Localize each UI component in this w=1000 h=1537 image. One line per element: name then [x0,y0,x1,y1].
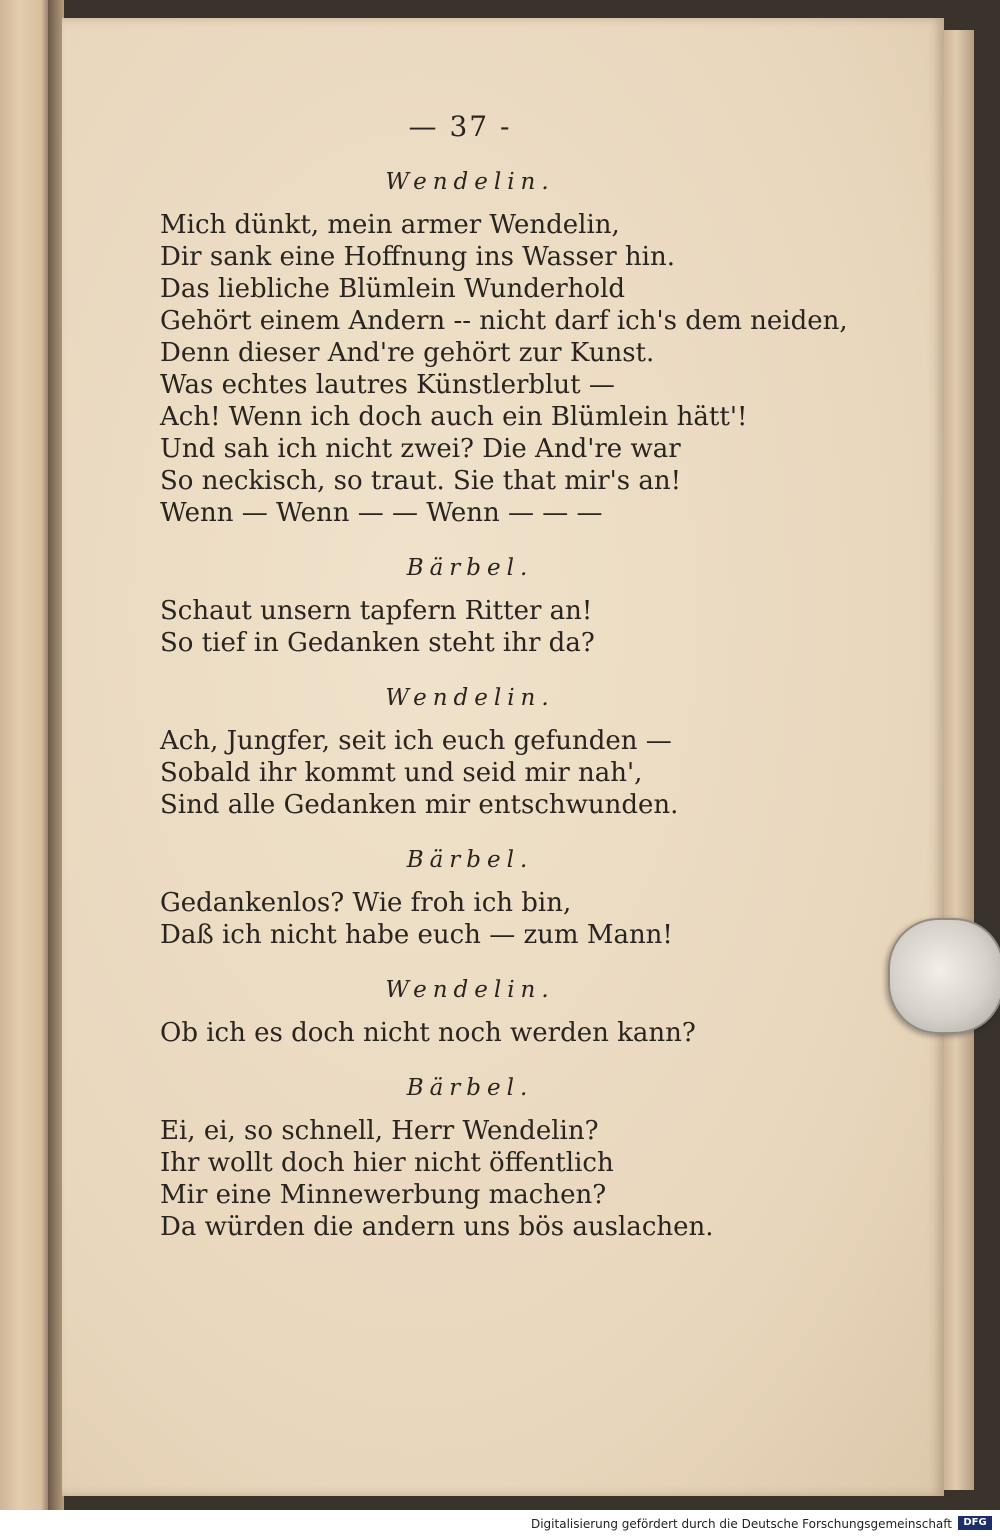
verse-line: Da würden die andern uns bös auslachen. [160,1212,714,1242]
verse-line: Gedankenlos? Wie froh ich bin, [160,888,572,918]
verse-line: Sind alle Gedanken mir entschwunden. [160,790,679,820]
speaker-name: Wendelin. [385,977,555,1003]
verse-line: Wenn — Wenn — — Wenn — — — [160,498,603,528]
page-number: — 37 - [408,110,512,143]
verse-line: Dir sank eine Hoffnung ins Wasser hin. [160,242,675,272]
speaker-name: Bärbel. [406,1075,534,1101]
speaker-name: Bärbel. [406,847,534,873]
verse-line: Was echtes lautres Künstlerblut — [160,370,615,400]
page-stack-edge [944,30,974,1490]
verse-line: Daß ich nicht habe euch — zum Mann! [160,920,673,950]
verse-line: Ach, Jungfer, seit ich euch gefunden — [160,726,672,756]
verse-line: Das liebliche Blümlein Wunderhold [160,274,626,304]
left-page-edge [0,0,48,1510]
speaker-name: Wendelin. [385,169,555,195]
verse-line: Sobald ihr kommt und seid mir nah', [160,758,643,788]
dialogue-sections [160,169,848,1243]
speaker-name: Wendelin. [385,685,555,711]
page-text [160,110,848,1243]
verse-line: Mich dünkt, mein armer Wendelin, [160,210,620,240]
page-holder-clip [888,918,1000,1034]
verse-line: Mir eine Minnewerbung machen? [160,1180,607,1210]
verse-line: Denn dieser And're gehört zur Kunst. [160,338,655,368]
verse-line: Ach! Wenn ich doch auch ein Blümlein hätt'! [160,402,748,432]
verse-line: Gehört einem Andern -- nicht darf ich's dem neiden, [160,306,848,336]
verse-line: So neckisch, so traut. Sie that mir's an! [160,466,682,496]
footer-credit: Digitalisierung gefördert durch die Deutsche Forschungsgemeinschaft [530,1517,952,1531]
verse-line: Schaut unsern tapfern Ritter an! [160,596,593,626]
footer-bar [0,1510,1000,1537]
verse-line: Ob ich es doch nicht noch werden kann? [160,1018,696,1048]
verse-line: Ihr wollt doch hier nicht öffentlich [160,1148,614,1178]
verse-line: Ei, ei, so schnell, Herr Wendelin? [160,1116,599,1146]
dfg-logo: DFG [958,1516,992,1530]
verse-line: So tief in Gedanken steht ihr da? [160,628,595,658]
verse-line: Und sah ich nicht zwei? Die And're war [160,434,681,464]
speaker-name: Bärbel. [406,555,534,581]
